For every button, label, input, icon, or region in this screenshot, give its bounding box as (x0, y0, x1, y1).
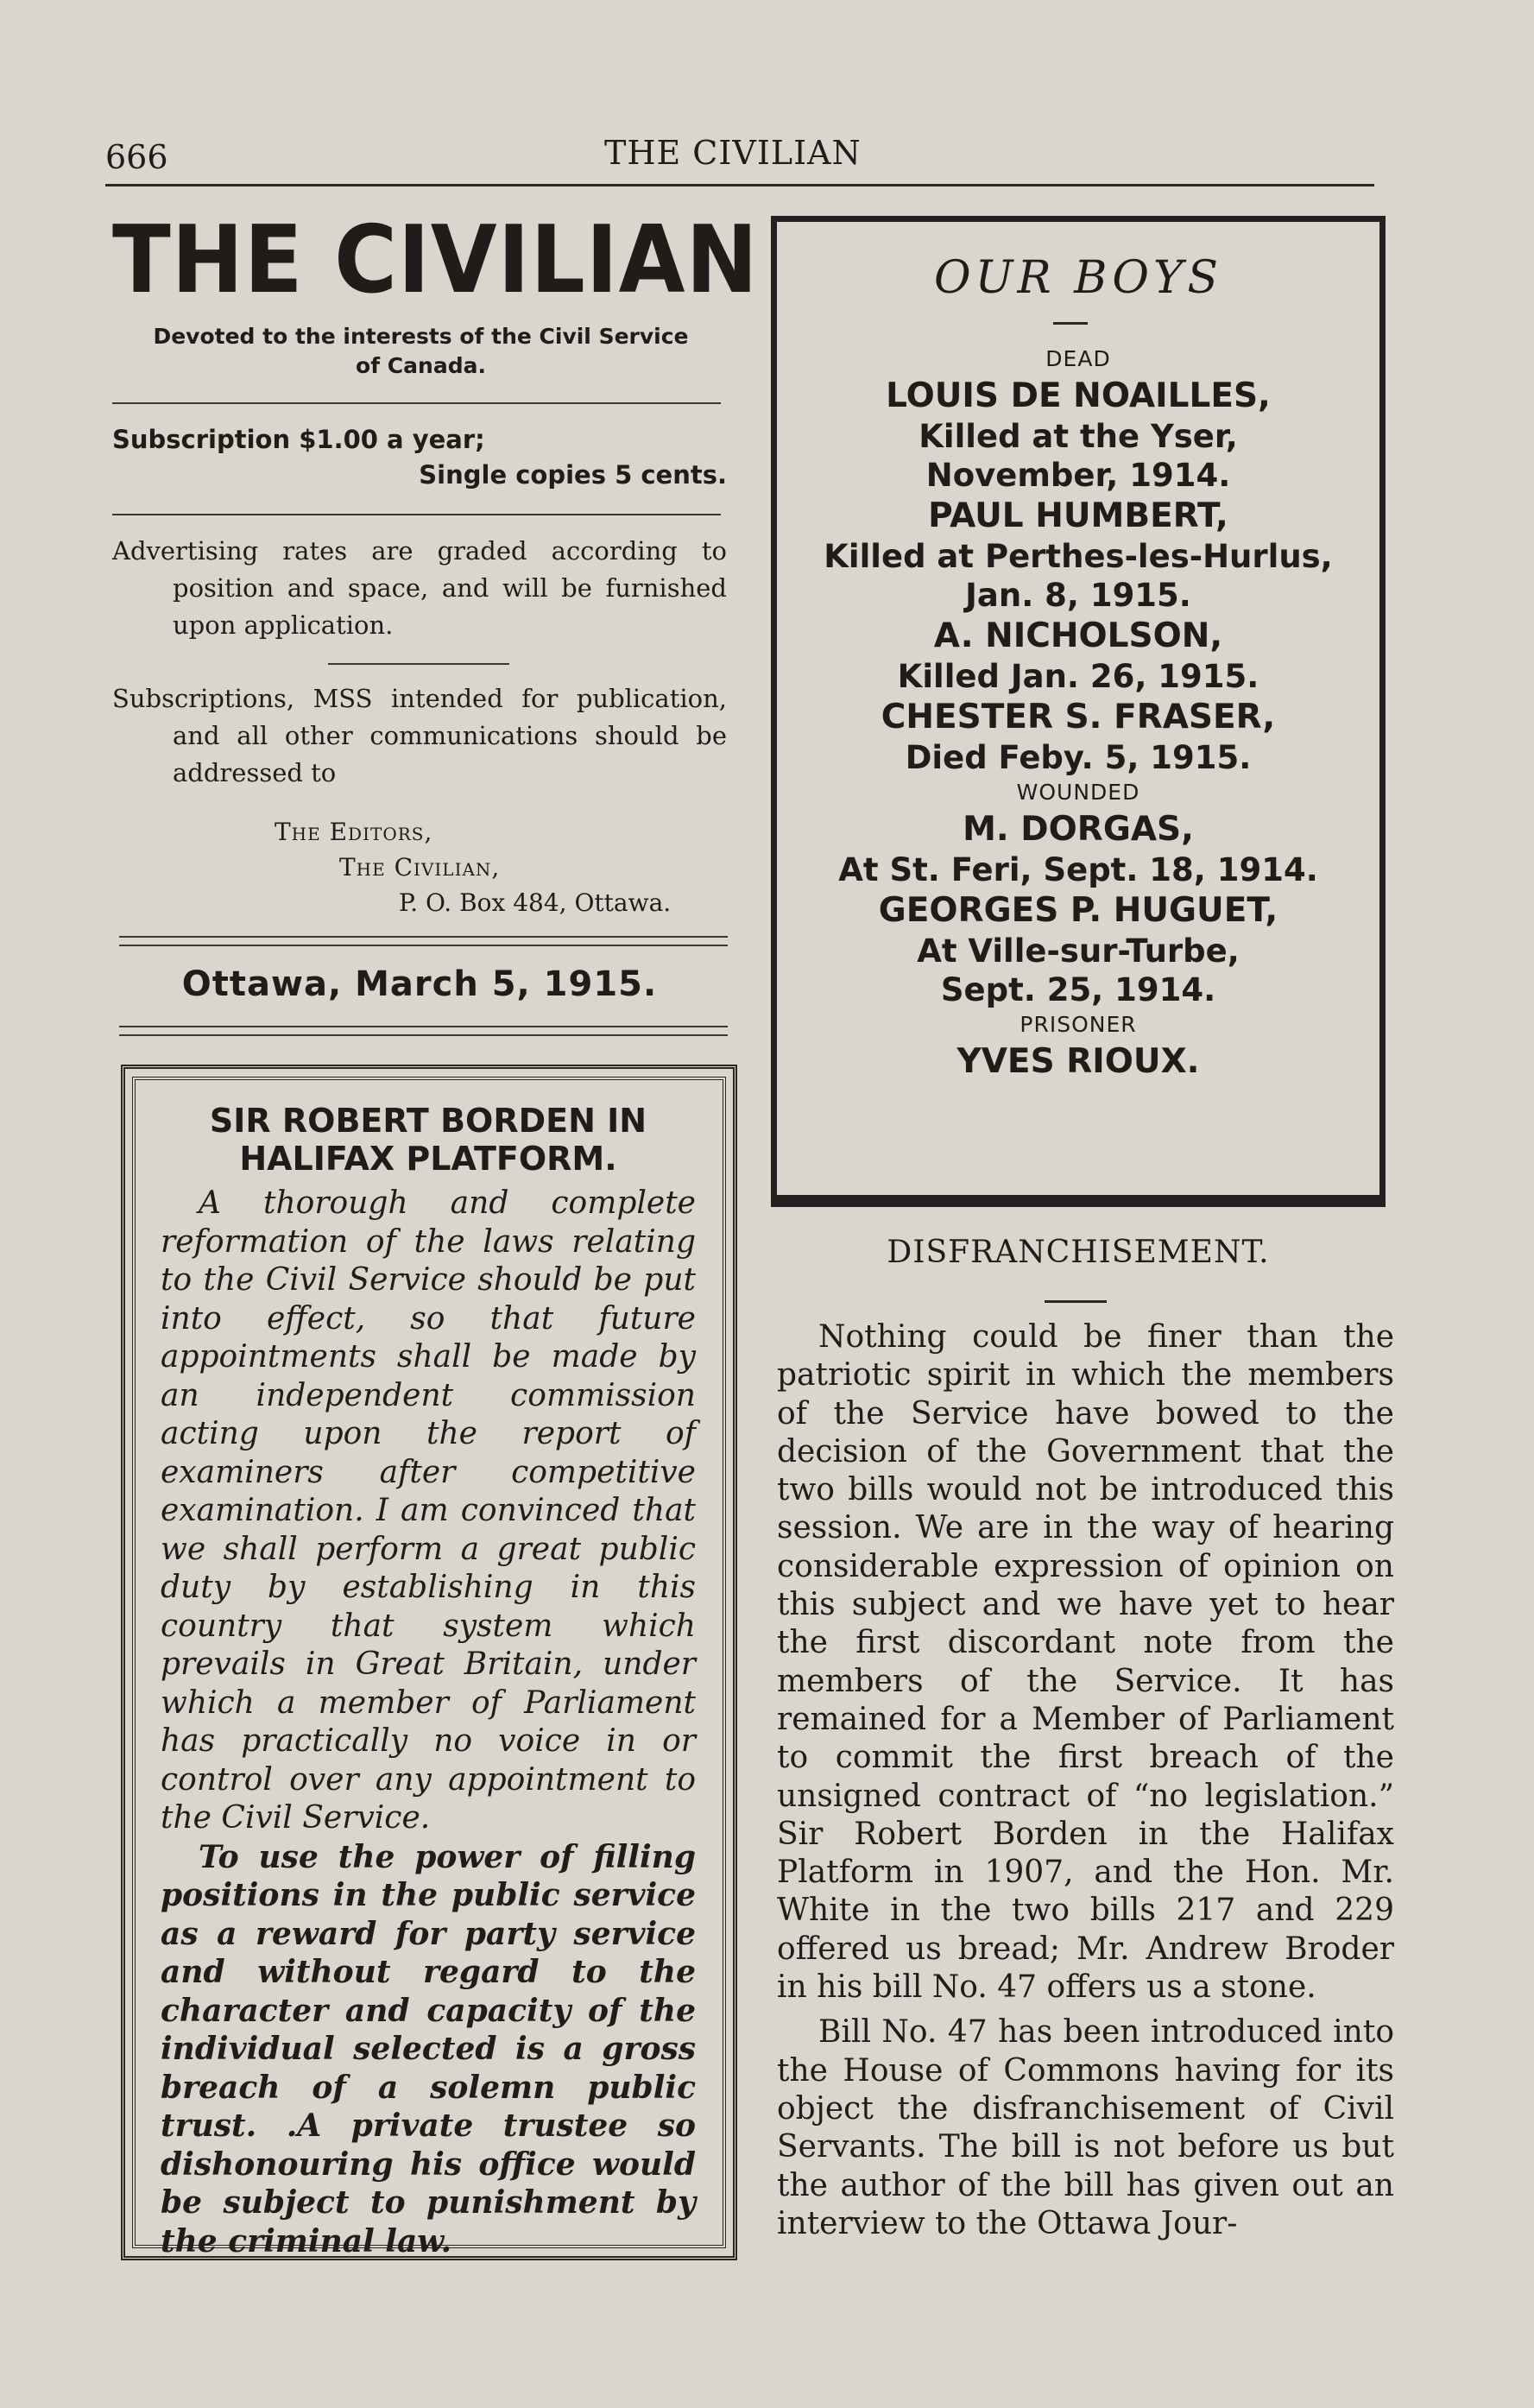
article-title: DISFRANCHISEMENT. (887, 1235, 1270, 1270)
soldier-detail: November, 1914. (925, 457, 1231, 494)
borden-title-line-1: SIR ROBERT BORDEN IN (209, 1102, 647, 1140)
article-body (777, 1318, 1394, 2243)
soldier-detail: At St. Feri, Sept. 18, 1914. (838, 851, 1318, 888)
address-editors: The Editors, (275, 818, 433, 846)
soldier-detail: Died Feby. 5, 1915. (905, 739, 1252, 776)
masthead-devoted (112, 322, 729, 381)
soldier-detail: Sept. 25, 1914. (940, 971, 1216, 1008)
masthead-notices (112, 533, 727, 792)
advertising-notice: Advertising rates are graded according to position and space, and will be furnished upon application. (112, 536, 727, 640)
soldier-name: GEORGES P. HUGUET, (878, 891, 1278, 930)
borden-title (161, 1102, 696, 1178)
header-rule (105, 184, 1374, 186)
page-number: 666 (105, 138, 168, 176)
soldier-name: LOUIS DE NOAILLES, (886, 376, 1271, 415)
soldier-name: CHESTER S. FRASER, (881, 698, 1276, 736)
soldier-detail: Killed at the Yser, (919, 418, 1238, 455)
article-paragraph-1: Nothing could be finer than the patriotic spirit in which the members of the Service have bowed to the decision of the Government that the two bills would not be introduced this session. We are in the way of hearing considerable expression of opinion on this subject and we have yet to hear the first discordant note from the members of the Service. It has remained for a Member of Parliament to commit the first breach of the unsigned contract of “no legislation.” Sir Robert Borden in the Halifax Platform in 1907, and the Hon. Mr. White in the two bills 217 and 229 offered us bread; Mr. Andrew Broder in his bill No. 47 offers us a stone. (777, 1319, 1394, 2006)
category-prisoner: PRISONER (1020, 1012, 1137, 1037)
double-rule (119, 936, 728, 946)
borden-paragraph-2: To use the power of filling positions in the public service as a reward for party service and without regard to the character and capacity of the individual selected is a gross breach of a solemn public trust. .A private trustee so dishonouring his office would be subject to punishment by the criminal law. (161, 1838, 696, 2259)
our-boys-title: OUR BOYS (934, 252, 1222, 304)
running-title: THE CIVILIAN (604, 134, 862, 172)
divider (328, 663, 509, 665)
single-copy-price: Single copies 5 cents. (419, 460, 727, 490)
soldier-name: A. NICHOLSON, (933, 616, 1223, 655)
category-wounded: WOUNDED (1016, 780, 1140, 805)
borden-paragraph-1: A thorough and complete reformation of the laws relating to the Civil Service should be put into effect, so that future appointments shall be made by an independent commission acting upon the report of examiners after competitive examination. I am convinced that we shall perform a great public duty by establishing in this country that system which prevails in Great Britain, under which a member of Parliament has practically no voice in or control over any appointment to the Civil Service. (161, 1185, 696, 1836)
masthead-title: THE CIVILIAN (112, 206, 759, 314)
devoted-line-1: Devoted to the interests of the Civil Service (153, 324, 689, 349)
soldier-detail: At Ville-sur-Turbe, (917, 932, 1240, 970)
divider (112, 402, 721, 404)
soldier-detail: Jan. 8, 1915. (965, 577, 1191, 614)
soldier-detail: Killed at Perthes-les-Hurlus, (824, 538, 1333, 575)
our-boys-dash (1053, 322, 1088, 325)
soldier-name: PAUL HUMBERT, (928, 496, 1228, 535)
article-paragraph-2: Bill No. 47 has been introduced into the House of Commons having for its object the disfranchisement of Civil Servants. The bill is not before us but the author of the bill has given out an interview to the Ottawa Jour- (777, 2014, 1394, 2241)
address-box: P. O. Box 484, Ottawa. (399, 888, 672, 917)
borden-title-line-2: HALIFAX PLATFORM. (239, 1140, 617, 1178)
divider (112, 514, 721, 515)
our-boys-list (771, 344, 1386, 1083)
issue-date: Ottawa, March 5, 1915. (181, 964, 658, 1004)
category-dead: DEAD (1045, 346, 1111, 371)
soldier-name: YVES RIOUX. (956, 1042, 1200, 1081)
devoted-line-2: of Canada. (356, 353, 486, 378)
subscription-price: Subscription $1.00 a year; (112, 425, 485, 454)
article-title-rule (1045, 1300, 1107, 1303)
address-civilian: The Civilian, (339, 853, 501, 882)
double-rule (119, 1026, 728, 1036)
borden-quote (161, 1185, 696, 2260)
soldier-detail: Killed Jan. 26, 1915. (897, 658, 1259, 695)
soldier-name: M. DORGAS, (963, 810, 1194, 849)
subscriptions-notice: Subscriptions, MSS intended for publication, and all other communications should be addressed to (112, 684, 727, 787)
